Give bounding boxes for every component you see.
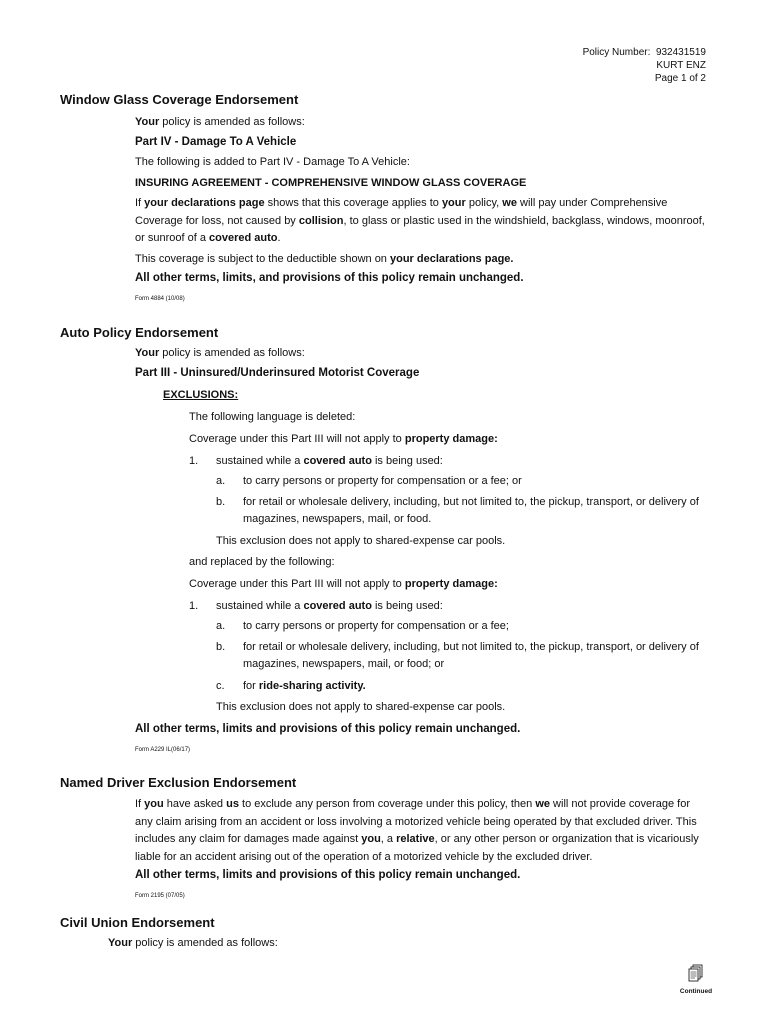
exclusions-heading: EXCLUSIONS: [163,389,239,401]
added-line: The following is added to Part IV - Damage To A Vehicle: [135,156,410,168]
list-item-text: magazines, newspapers, mail, or food; or [243,658,445,670]
named-driver-text: If you have asked us to exclude any person from coverage under this policy, then we will not provide coverage for any claim arising from an accident or loss involving a motorized vehicle being operated by that excluded driver. This includes any claim for damages made against you, a relative, or any other person or organization that is vicariously liable for an accident arising out of the operation of a motorized vehicle by the excluded driver. [135,798,699,863]
policy-header [583,46,706,85]
form-number: Form A229 IL(06/17) [135,747,191,753]
coverage-line: Coverage under this Part III will not apply to property damage: [189,578,498,590]
coverage-line: Coverage under this Part III will not apply to property damage: [189,433,498,445]
list-number: 1. [189,600,199,612]
list-item-text: to carry persons or property for compensation or a fee; [243,620,509,632]
list-letter: a. [216,620,226,632]
deleted-line: The following language is deleted: [189,411,356,423]
policy-number: 932431519 [655,47,706,58]
list-item-text: sustained while a covered auto is being used: [216,455,443,467]
deductible-line: This coverage is subject to the deductible shown on your declarations page. [135,253,514,265]
list-item-text: sustained while a covered auto is being used: [216,600,443,612]
amended-line: Your policy is amended as follows: [108,937,278,949]
list-number: 1. [189,455,199,467]
list-letter: a. [216,475,226,487]
insuring-agreement-heading: INSURING AGREEMENT - COMPREHENSIVE WINDOW GLASS COVERAGE [135,177,527,189]
list-letter: b. [216,641,226,653]
section-title-auto-policy: Auto Policy Endorsement [60,325,219,340]
list-item-text: magazines, newspapers, mail, or food. [243,513,432,525]
policy-number-line [583,46,706,59]
continued-marker [676,964,716,995]
list-letter: c. [216,680,225,692]
form-number: Form 4884 (10/08) [135,296,185,302]
list-item-text: for retail or wholesale delivery, including, but not limited to, the pickup, transport, or delivery of [243,641,699,653]
part-heading: Part IV - Damage To A Vehicle [135,136,297,148]
exclusion-note: This exclusion does not apply to shared-expense car pools. [216,535,506,547]
replaced-line: and replaced by the following: [189,556,335,568]
list-letter: b. [216,496,226,508]
section-title-named-driver: Named Driver Exclusion Endorsement [60,775,297,790]
policy-number-label: Policy Number: [582,47,651,58]
page-number: Page 1 of 2 [654,73,706,84]
list-item-text: for retail or wholesale delivery, including, but not limited to, the pickup, transport, or delivery of [243,496,699,508]
continued-label: Continued [679,988,713,995]
insuring-agreement-text: If your declarations page shows that this coverage applies to your policy, we will pay under Comprehensive Coverage for loss, not caused by collision, to glass or plastic used in the windshield, backglass, windows, moonroof, or sunroof of a covered auto. [135,197,705,244]
section-title-civil-union: Civil Union Endorsement [60,915,215,930]
form-number: Form 2195 (07/05) [135,893,185,899]
section-title-window-glass: Window Glass Coverage Endorsement [60,92,299,107]
amended-line: Your policy is amended as follows: [135,347,305,359]
unchanged-statement: All other terms, limits and provisions of this policy remain unchanged. [135,723,521,735]
insured-name: KURT ENZ [656,60,706,71]
part-heading: Part III - Uninsured/Underinsured Motorist Coverage [135,367,420,379]
exclusion-note: This exclusion does not apply to shared-expense car pools. [216,701,506,713]
amended-line: Your policy is amended as follows: [135,116,305,128]
unchanged-statement: All other terms, limits and provisions of this policy remain unchanged. [135,869,521,881]
document-stack-icon [688,964,704,982]
list-item-text: to carry persons or property for compensation or a fee; or [243,475,522,487]
list-item-text: for ride-sharing activity. [243,680,366,692]
unchanged-statement: All other terms, limits, and provisions of this policy remain unchanged. [135,272,524,284]
